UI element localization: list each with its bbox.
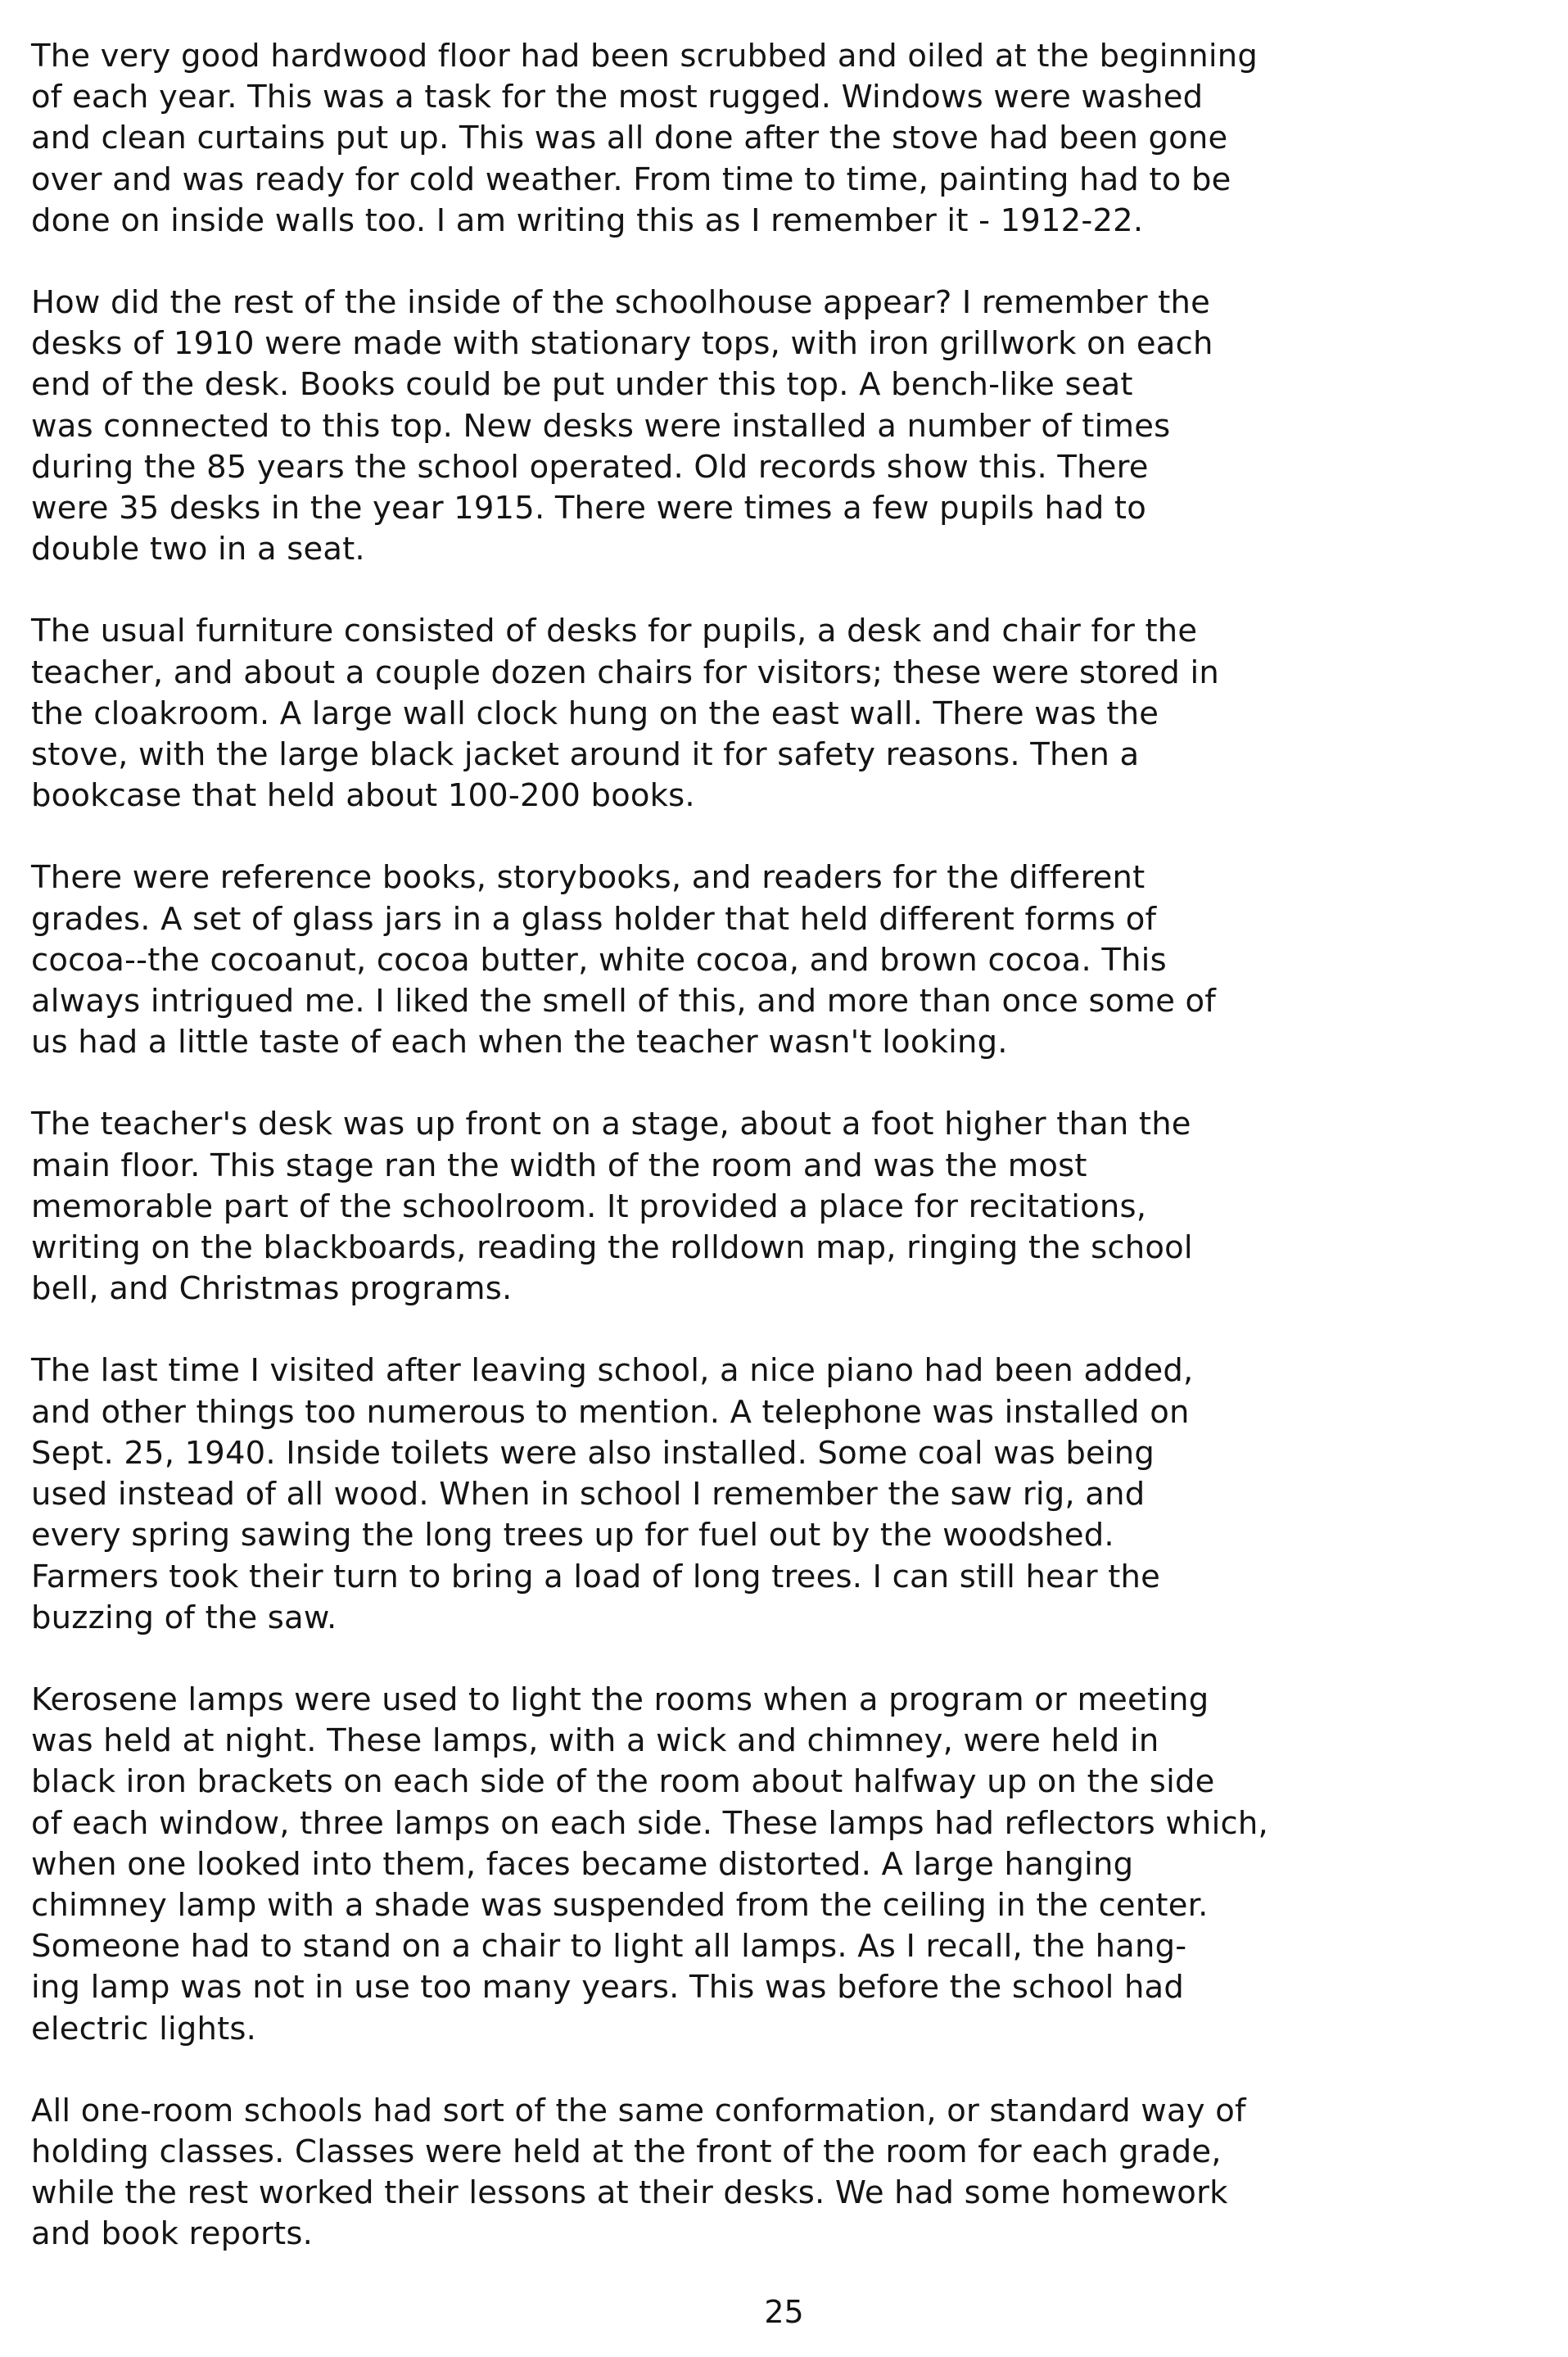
- text-line: over and was ready for cold weather. From time to time, painting had to be: [31, 161, 1231, 198]
- text-line: buzzing of the saw.: [31, 1599, 337, 1636]
- text-line: All one-room schools had sort of the same conformation, or standard way of: [31, 2092, 1246, 2129]
- text-line: writing on the blackboards, reading the rolldown map, ringing the school: [31, 1229, 1193, 1267]
- page-number: 25: [764, 2294, 804, 2330]
- paragraph-kerosene-lamps: [31, 1680, 1542, 2050]
- text-line: were 35 desks in the year 1915. There were times a few pupils had to: [31, 490, 1146, 527]
- text-line: cocoa--the cocoanut, cocoa butter, white cocoa, and brown cocoa. This: [31, 941, 1167, 979]
- text-line: grades. A set of glass jars in a glass holder that held different forms of: [31, 900, 1157, 938]
- text-line: main floor. This stage ran the width of the room and was the most: [31, 1147, 1087, 1184]
- text-line: The teacher's desk was up front on a stage, about a foot higher than the: [31, 1106, 1191, 1143]
- text-line: The usual furniture consisted of desks for pupils, a desk and chair for the: [31, 613, 1198, 650]
- text-line: was connected to this top. New desks were installed a number of times: [31, 407, 1171, 445]
- text-line: Sept. 25, 1940. Inside toilets were also installed. Some coal was being: [31, 1434, 1155, 1472]
- text-line: electric lights.: [31, 2010, 257, 2047]
- paragraph-one-room-schools: [31, 2091, 1542, 2255]
- text-line: bell, and Christmas programs.: [31, 1270, 513, 1308]
- text-line: when one looked into them, faces became distorted. A large hanging: [31, 1845, 1134, 1883]
- paragraph-gap: [31, 1310, 1542, 1350]
- text-line: The very good hardwood floor had been scrubbed and oiled at the beginning: [31, 38, 1258, 75]
- text-line: There were reference books, storybooks, and readers for the different: [31, 859, 1145, 897]
- paragraph-stage: [31, 1104, 1542, 1310]
- text-line: and clean curtains put up. This was all done after the stove had been gone: [31, 120, 1228, 157]
- paragraph-gap: [31, 1063, 1542, 1104]
- paragraph-gap: [31, 1639, 1542, 1680]
- text-line: bookcase that held about 100-200 books.: [31, 777, 695, 815]
- text-line: and other things too numerous to mention. A telephone was installed on: [31, 1393, 1190, 1431]
- text-line: of each year. This was a task for the most rugged. Windows were washed: [31, 79, 1204, 116]
- text-line: The last time I visited after leaving school, a nice piano had been added,: [31, 1352, 1194, 1390]
- text-line: during the 85 years the school operated. Old records show this. There: [31, 448, 1149, 486]
- paragraph-gap: [31, 242, 1542, 283]
- text-line: done on inside walls too. I am writing this as I remember it - 1912-22.: [31, 201, 1144, 239]
- paragraph-last-visit: [31, 1350, 1542, 1638]
- text-line: double two in a seat.: [31, 531, 365, 568]
- text-line: always intrigued me. I liked the smell of this, and more than once some of: [31, 983, 1217, 1020]
- text-line: every spring sawing the long trees up for fuel out by the woodshed.: [31, 1517, 1114, 1554]
- text-line: How did the rest of the inside of the schoolhouse appear? I remember the: [31, 284, 1211, 322]
- paragraph-floor-cleaning: [31, 36, 1542, 242]
- text-line: Kerosene lamps were used to light the rooms when a program or meeting: [31, 1681, 1209, 1718]
- paragraph-gap: [31, 2050, 1542, 2091]
- text-line: end of the desk. Books could be put under this top. A bench-like seat: [31, 366, 1133, 404]
- text-line: while the rest worked their lessons at their desks. We had some homework: [31, 2174, 1228, 2212]
- text-line: stove, with the large black jacket around it for safety reasons. Then a: [31, 736, 1140, 774]
- paragraph-desks: [31, 283, 1542, 570]
- paragraph-gap: [31, 570, 1542, 611]
- text-line: ing lamp was not in use too many years. This was before the school had: [31, 1969, 1184, 2006]
- text-line: was held at night. These lamps, with a wick and chimney, were held in: [31, 1722, 1159, 1760]
- text-line: Farmers took their turn to bring a load of long trees. I can still hear the: [31, 1558, 1160, 1595]
- document-body: [31, 36, 1542, 2255]
- paragraph-furniture: [31, 611, 1542, 817]
- text-line: Someone had to stand on a chair to light all lamps. As I recall, the hang-: [31, 1928, 1187, 1966]
- paragraph-books-cocoa: [31, 857, 1542, 1063]
- text-line: memorable part of the schoolroom. It provided a place for recitations,: [31, 1188, 1147, 1225]
- paragraph-gap: [31, 817, 1542, 857]
- text-line: of each window, three lamps on each side. These lamps had reflectors which,: [31, 1804, 1268, 1842]
- text-line: teacher, and about a couple dozen chairs for visitors; these were stored in: [31, 654, 1220, 691]
- text-line: black iron brackets on each side of the room about halfway up on the side: [31, 1763, 1215, 1801]
- text-line: desks of 1910 were made with stationary tops, with iron grillwork on each: [31, 325, 1213, 363]
- text-line: us had a little taste of each when the teacher wasn't looking.: [31, 1024, 1008, 1061]
- text-line: used instead of all wood. When in school I remember the saw rig, and: [31, 1476, 1145, 1513]
- text-line: holding classes. Classes were held at the front of the room for each grade,: [31, 2133, 1222, 2170]
- text-line: and book reports.: [31, 2215, 314, 2253]
- text-line: chimney lamp with a shade was suspended from the ceiling in the center.: [31, 1886, 1209, 1924]
- text-line: the cloakroom. A large wall clock hung on the east wall. There was the: [31, 694, 1159, 732]
